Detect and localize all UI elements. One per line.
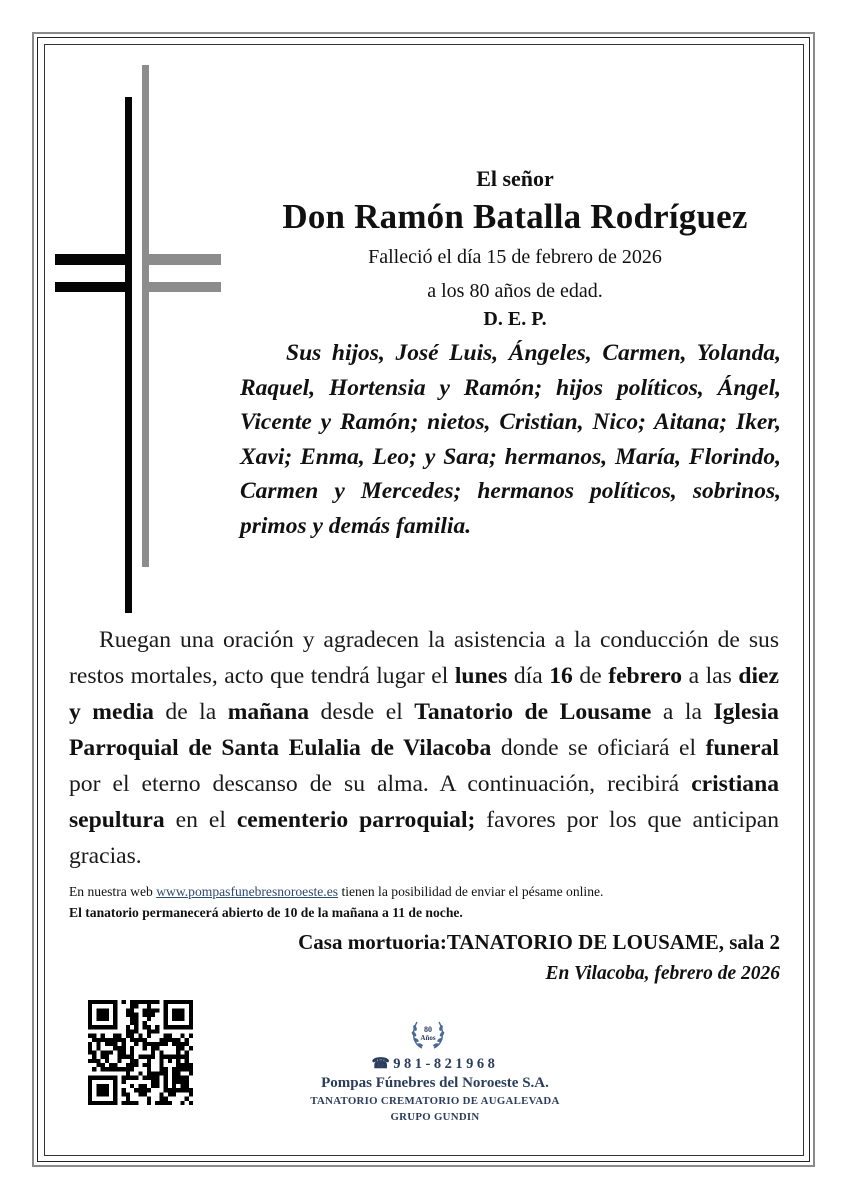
cross-gray-arm-lower <box>142 282 221 292</box>
deceased-name: Don Ramón Batalla Rodríguez <box>282 197 748 236</box>
place-date: En Vilacoba, febrero de 2026 <box>545 963 780 984</box>
ceremony-text: de <box>572 663 609 689</box>
ceremony-text: de la <box>153 699 228 725</box>
web-note-prefix: En nuestra web <box>69 884 157 899</box>
cross-black-arm-upper <box>55 254 132 265</box>
ceremony-emphasis: diez y media <box>69 663 779 725</box>
death-date: Falleció el día 15 de febrero de 2026 <box>368 246 662 268</box>
casa-mortuoria: Casa mortuoria:TANATORIO DE LOUSAME, sala 2 <box>298 930 780 954</box>
title-prefix: El señor <box>476 166 554 191</box>
svg-text:80: 80 <box>424 1025 432 1034</box>
svg-text:Años: Años <box>420 1034 436 1042</box>
ceremony-emphasis: febrero <box>608 663 683 689</box>
web-note <box>69 882 789 902</box>
cross-black-vertical <box>125 97 132 613</box>
cross-gray-vertical <box>142 65 149 567</box>
ceremony-emphasis: Iglesia Parroquial de Santa Eulalia de Vilacoba <box>69 699 779 761</box>
cross-gray-arm-upper <box>142 254 221 265</box>
phone-icon: ☎ <box>371 1056 394 1072</box>
ceremony-emphasis: funeral <box>705 735 779 761</box>
laurel-wreath-logo-icon <box>408 1014 448 1054</box>
phone <box>270 1054 600 1074</box>
web-note-suffix: tienen la posibilidad de enviar el pésame online. <box>338 884 604 899</box>
cross-black-arm-lower <box>55 282 132 292</box>
age: a los 80 años de edad. <box>427 280 603 302</box>
crematorium-name: TANATORIO CREMATORIO DE AUGALEVADA <box>310 1095 560 1107</box>
family-list: Sus hijos, José Luis, Ángeles, Carmen, Yolanda, Raquel, Hortensia y Ramón; hijos políticos, Ángel, Vicente y Ramón; nietos, Cristian, Nico; Aitana; Iker, Xavi; Enma, Leo; y Sara; hermanos, María, Florindo, Carmen y Mercedes; hermanos políticos, sobrinos, primos y demás familia. <box>240 340 781 539</box>
ceremony-text: donde se oficiará el <box>491 735 706 761</box>
ceremony-text: a la <box>651 699 714 725</box>
ceremony-emphasis: 16 <box>549 663 573 689</box>
ceremony-emphasis: cristiana sepultura <box>69 771 779 833</box>
phone-number[interactable]: 981-821968 <box>393 1056 499 1072</box>
group-name: GRUPO GUNDIN <box>390 1111 480 1123</box>
ceremony-text: por el eterno descanso de su alma. A continuación, recibirá <box>69 771 692 797</box>
website-link[interactable]: www.pompasfunebresnoroeste.es <box>156 884 339 899</box>
ceremony-text: desde el <box>309 699 415 725</box>
ceremony-text: Ruegan una oración y agradecen la asistencia a la conducción de sus restos mortales, acto que tendrá lugar el <box>69 627 779 689</box>
ceremony-text: a las <box>682 663 739 689</box>
ceremony-emphasis: mañana <box>227 699 310 725</box>
ceremony-emphasis: lunes <box>454 663 508 689</box>
rip-label: D. E. P. <box>483 308 547 330</box>
ceremony-paragraph <box>69 622 779 874</box>
ceremony-emphasis: Tanatorio de Lousame <box>414 699 652 725</box>
ceremony-text: en el <box>164 807 237 833</box>
ceremony-text: día <box>507 663 550 689</box>
company-name: Pompas Fúnebres del Noroeste S.A. <box>321 1075 549 1091</box>
qr-code[interactable] <box>88 1000 193 1105</box>
hours-note: El tanatorio permanecerá abierto de 10 de la mañana a 11 de noche. <box>69 905 463 920</box>
ceremony-text: favores por los que anticipan gracias. <box>69 807 780 869</box>
ceremony-emphasis: cementerio parroquial; <box>236 807 476 833</box>
